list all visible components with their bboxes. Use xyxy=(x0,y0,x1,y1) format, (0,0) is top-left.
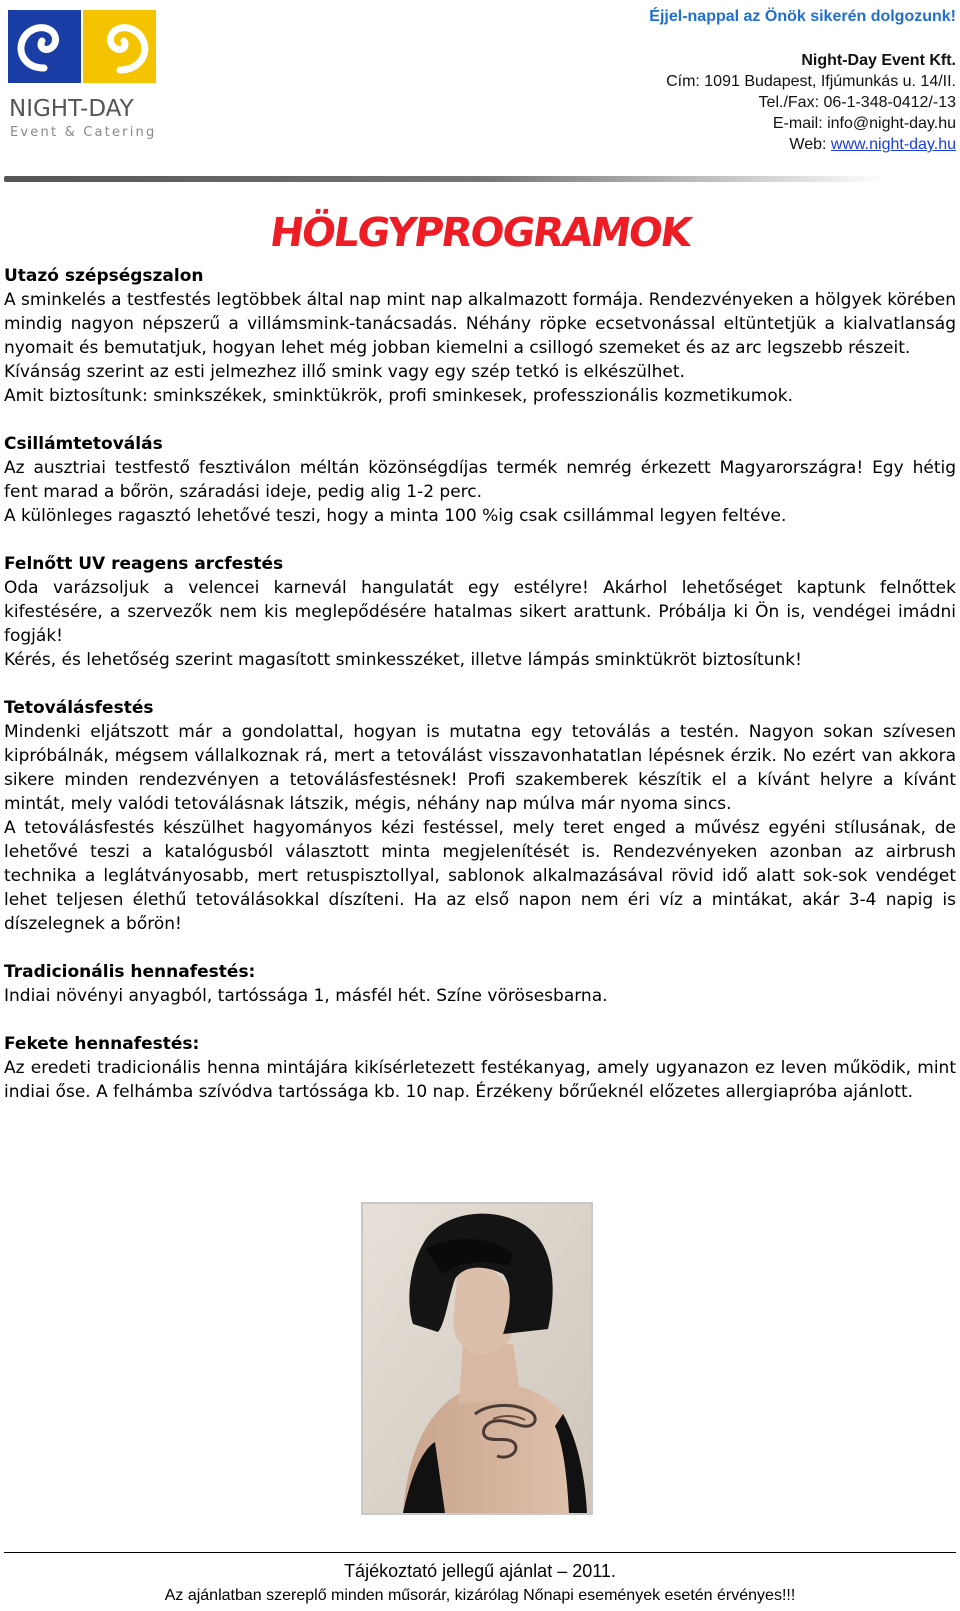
logo-text: NIGHT-DAY xyxy=(9,96,134,122)
section-traditional-henna xyxy=(4,960,956,1008)
section-black-henna xyxy=(4,1032,956,1104)
section-heading: Utazó szépségszalon xyxy=(4,266,204,286)
section-tattoo-painting xyxy=(4,696,956,936)
section-heading: Csillámtetoválás xyxy=(4,434,163,454)
address: Cím: 1091 Budapest, Ifjúmunkás u. 14/II. xyxy=(666,73,956,90)
section-heading: Fekete hennafestés: xyxy=(4,1034,200,1054)
section-heading: Tetoválásfestés xyxy=(4,698,154,718)
section-paragraph: Kívánság szerint az esti jelmezhez illő smink vagy egy szép tetkó is elkészülhet. xyxy=(4,362,685,382)
tagline: Éjjel-nappal az Önök sikerén dolgozunk! xyxy=(649,8,956,25)
section-paragraph: Az eredeti tradicionális henna mintájára kikísérletezett festékanyag, amely ugyanazon ez leven működik, mint indiai őse. A felhámba szívódva tartóssága kb. 10 nap. Érzékeny bőrűeknél előzetes allergiapróba ajánlott. xyxy=(4,1058,956,1102)
email: E-mail: info@night-day.hu xyxy=(772,115,956,132)
footer-note: Tájékoztató jellegű ajánlat – 2011. xyxy=(344,1561,616,1581)
contact-block xyxy=(666,50,956,155)
footer-disclaimer: Az ajánlatban szereplő minden műsorár, kizárólag Nőnapi események esetén érvényes!!! xyxy=(164,1587,796,1604)
section-paragraph: Az ausztriai testfestő fesztiválon méltán közönségdíjas termék nemrég érkezett Magyarországra! Egy hétig fent marad a bőrön, száradási ideje, pedig alig 1-2 perc. xyxy=(4,458,956,502)
section-paragraph: Mindenki eljátszott már a gondolattal, hogyan is mutatna egy tetoválás a testén. Nagyon sokan szívesen kipróbálnák, mégsem vállalkoznak rá, mert a tetoválást visszavonhatatlan lépésnek érzik. No ezért van akkora sikere minden rendezvényen a tetoválásfestésnek! Profi szakemberek készítik el a kívánt helyre a kívánt mintát, mely valódi tetoválásnak látszik, mégis, néhány nap múlva már nyoma sincs. xyxy=(4,722,956,814)
section-paragraph: Amit biztosítunk: sminkszékek, sminktükrök, profi sminkesek, professzionális kozmetikumok. xyxy=(4,386,794,406)
content xyxy=(4,264,956,1128)
section-paragraph: A különleges ragasztó lehetővé teszi, hogy a minta 100 %ig csak csillámmal legyen feltéve. xyxy=(4,506,787,526)
tattoo-photo xyxy=(361,1202,593,1515)
section-paragraph: A tetoválásfestés készülhet hagyományos kézi festéssel, mely teret enged a művész egyéni stílusának, de lehetővé teszi a katalógusból választott minta megjelenítését is. Rendezvényeken azonban az airbrush technika a leglátványosabb, mert retuspisztollyal, sablonok alkalmazásával rövid idő alatt sok-sok vendéget lehet teljesen élethű tetoválásokkal díszíteni. Ha az első napon nem éri víz a mintákat, akár 3-4 napig is díszelegnek a bőrön! xyxy=(4,818,956,934)
night-day-logo xyxy=(8,10,160,145)
web-link[interactable]: www.night-day.hu xyxy=(830,136,956,153)
section-beauty-salon xyxy=(4,264,956,408)
section-paragraph: Kérés, és lehetőség szerint magasított sminkesszéket, illetve lámpás sminktükröt biztosítunk! xyxy=(4,650,802,670)
section-glitter-tattoo xyxy=(4,432,956,528)
web-row xyxy=(666,134,956,155)
page-title: HÖLGYPROGRAMOK xyxy=(267,210,693,256)
section-paragraph: Indiai növényi anyagból, tartóssága 1, másfél hét. Színe vörösesbarna. xyxy=(4,986,608,1006)
web-label: Web: xyxy=(789,136,831,153)
section-uv-face-painting xyxy=(4,552,956,672)
phone: Tel./Fax: 06-1-348-0412/-13 xyxy=(758,94,956,111)
company-name: Night-Day Event Kft. xyxy=(801,52,956,69)
header-divider xyxy=(4,176,884,182)
section-paragraph: A sminkelés a testfestés legtöbbek által nap mint nap alkalmazott formája. Rendezvényeken a hölgyek körében mindig nagyon népszerű a villámsmink-tanácsadás. Néhány röpke ecsetvonással eltüntetjük a kialvatlanság nyomait és bemutatjuk, hogyan lehet még jobban kiemelni a csillogó szemeket és az arc legszebb részeit. xyxy=(4,290,956,358)
footer-divider xyxy=(4,1552,956,1553)
logo-subtext: Event & Catering xyxy=(10,125,157,140)
section-heading: Felnőtt UV reagens arcfestés xyxy=(4,554,284,574)
section-heading: Tradicionális hennafestés: xyxy=(4,962,256,982)
section-paragraph: Oda varázsoljuk a velencei karnevál hangulatát egy estélyre! Akárhol lehetőséget kaptunk felnőttek kifestésére, a szervezők nem kis meglepődésére hatalmas sikert arattunk. Próbálja ki Ön is, vendégei imádni fogják! xyxy=(4,578,956,646)
